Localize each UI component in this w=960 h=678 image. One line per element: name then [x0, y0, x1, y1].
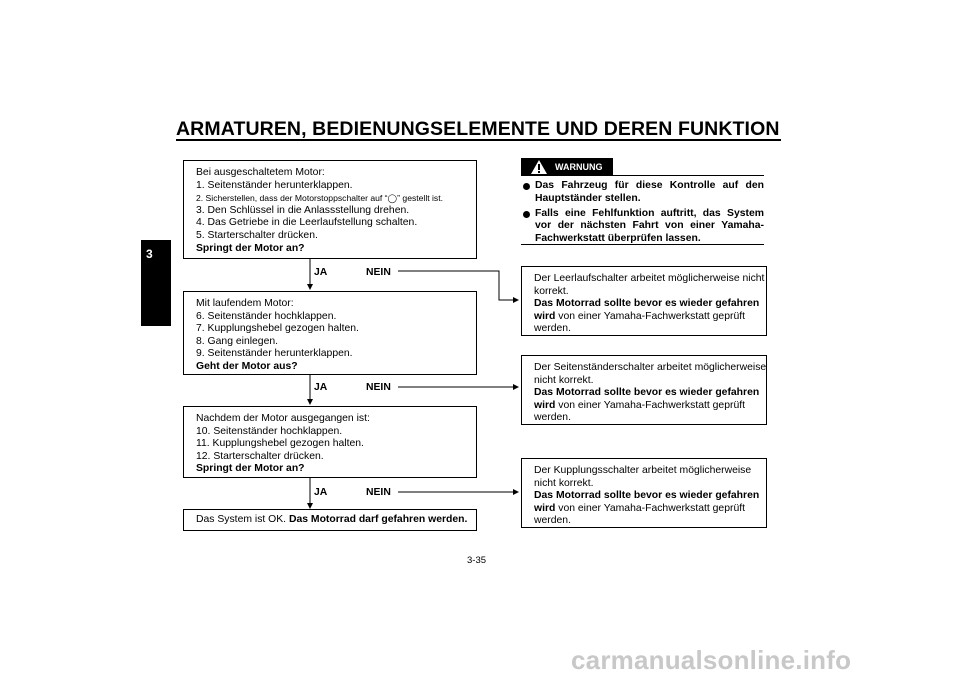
warning-rule-top — [613, 175, 764, 176]
step-box-1-line: 3. Den Schlüssel in die Anlassstellung drehen. — [196, 204, 410, 216]
result-line: werden. — [534, 412, 571, 424]
bullet-icon — [523, 211, 530, 218]
ja-label-3: JA — [314, 487, 328, 498]
nein-label-1: NEIN — [366, 267, 391, 278]
warning-item — [521, 208, 764, 246]
step-box-2-line: 6. Seitenständer hochklappen. — [196, 310, 337, 322]
step-box-2-question: Geht der Motor aus? — [196, 360, 298, 372]
step-box-3-line: 10. Seitenständer hochklappen. — [196, 425, 343, 437]
final-box — [183, 509, 477, 531]
result-box-2 — [521, 355, 767, 425]
result-line: werden. — [534, 323, 571, 335]
result-line: nicht korrekt. — [534, 477, 594, 489]
step-box-2-line: 9. Seitenständer herunterklappen. — [196, 348, 353, 360]
step-box-3-line: 12. Starterschalter drücken. — [196, 450, 324, 462]
step-box-3 — [183, 406, 477, 478]
nein-label-3: NEIN — [366, 487, 391, 498]
step-box-3-line: Nachdem der Motor ausgegangen ist: — [196, 413, 370, 424]
result-bold-line: Das Motorrad sollte bevor es wieder gefahren — [534, 298, 760, 310]
result-line: nicht korrekt. — [534, 374, 594, 386]
step-box-3-line: 11. Kupplungshebel gezogen halten. — [196, 438, 364, 450]
step-box-1-question: Springt der Motor an? — [196, 242, 305, 254]
nein-label-2: NEIN — [366, 382, 391, 393]
step-box-2 — [183, 291, 477, 375]
result-line: Der Kupplungsschalter arbeitet möglicherweise — [534, 465, 752, 476]
step-box-1-line: Bei ausgeschaltetem Motor: — [196, 167, 325, 178]
result-box-3 — [521, 458, 767, 528]
page-number: 3-35 — [467, 555, 487, 566]
warning-header — [521, 158, 764, 176]
step-box-2-line: 7. Kupplungshebel gezogen halten. — [196, 323, 359, 335]
chapter-number: 3 — [146, 247, 153, 261]
step-box-1-line: 2. Sicherstellen, dass der Motorstoppschalter auf “◯” gestellt ist. — [196, 193, 444, 204]
result-rest: von einer Yamaha-Fachwerkstatt geprüft — [555, 310, 746, 322]
result-rest: von einer Yamaha-Fachwerkstatt geprüft — [555, 502, 746, 514]
result-line: Der Leerlaufschalter arbeitet möglicherweise nicht — [534, 273, 765, 284]
ja-label-1: JA — [314, 267, 328, 278]
result-line: Der Seitenständerschalter arbeitet möglicherweise — [534, 362, 767, 373]
watermark: carmanualsonline.info — [571, 645, 852, 675]
step-box-2-line: Mit laufendem Motor: — [196, 298, 294, 309]
bullet-icon — [523, 183, 530, 190]
warning-label: WARNUNG — [555, 162, 603, 172]
ja-label-2: JA — [314, 382, 328, 393]
result-bold-word: wird — [534, 310, 556, 322]
warning-label-box — [521, 158, 613, 176]
step-box-1-line: 1. Seitenständer herunterklappen. — [196, 179, 353, 191]
warning-item-text: Falls eine Fehlfunktion auftritt, das System vor der nächsten Fahrt von einer Yamaha-Fachwerkstatt überprüfen lassen. — [535, 207, 764, 245]
warning-rule-bottom — [521, 244, 764, 245]
step-box-3-question: Springt der Motor an? — [196, 463, 305, 475]
result-rest: von einer Yamaha-Fachwerkstatt geprüft — [555, 399, 746, 411]
page-title: ARMATUREN, BEDIENUNGSELEMENTE UND DEREN FUNKTION — [176, 118, 780, 140]
final-text-bold: Das Motorrad darf gefahren werden. — [288, 514, 468, 525]
step-box-2-line: 8. Gang einlegen. — [196, 335, 279, 347]
step-box-1 — [183, 160, 477, 259]
warning-item — [521, 180, 764, 206]
result-line: werden. — [534, 515, 571, 527]
result-box-1 — [521, 266, 767, 336]
result-bold-line: Das Motorrad sollte bevor es wieder gefahren — [534, 490, 760, 502]
result-line: korrekt. — [534, 285, 569, 297]
result-bold-line: Das Motorrad sollte bevor es wieder gefahren — [534, 387, 760, 399]
result-bold-word: wird — [534, 399, 556, 411]
warning-body — [521, 180, 764, 248]
result-bold-word: wird — [534, 502, 556, 514]
final-text: Das System ist OK. — [196, 514, 289, 525]
step-box-1-line: 4. Das Getriebe in die Leerlaufstellung schalten. — [196, 217, 418, 229]
warning-item-text: Das Fahrzeug für diese Kontrolle auf den Hauptständer stellen. — [535, 180, 764, 204]
warning-icon — [531, 160, 547, 174]
step-box-1-line: 5. Starterschalter drücken. — [196, 229, 318, 241]
